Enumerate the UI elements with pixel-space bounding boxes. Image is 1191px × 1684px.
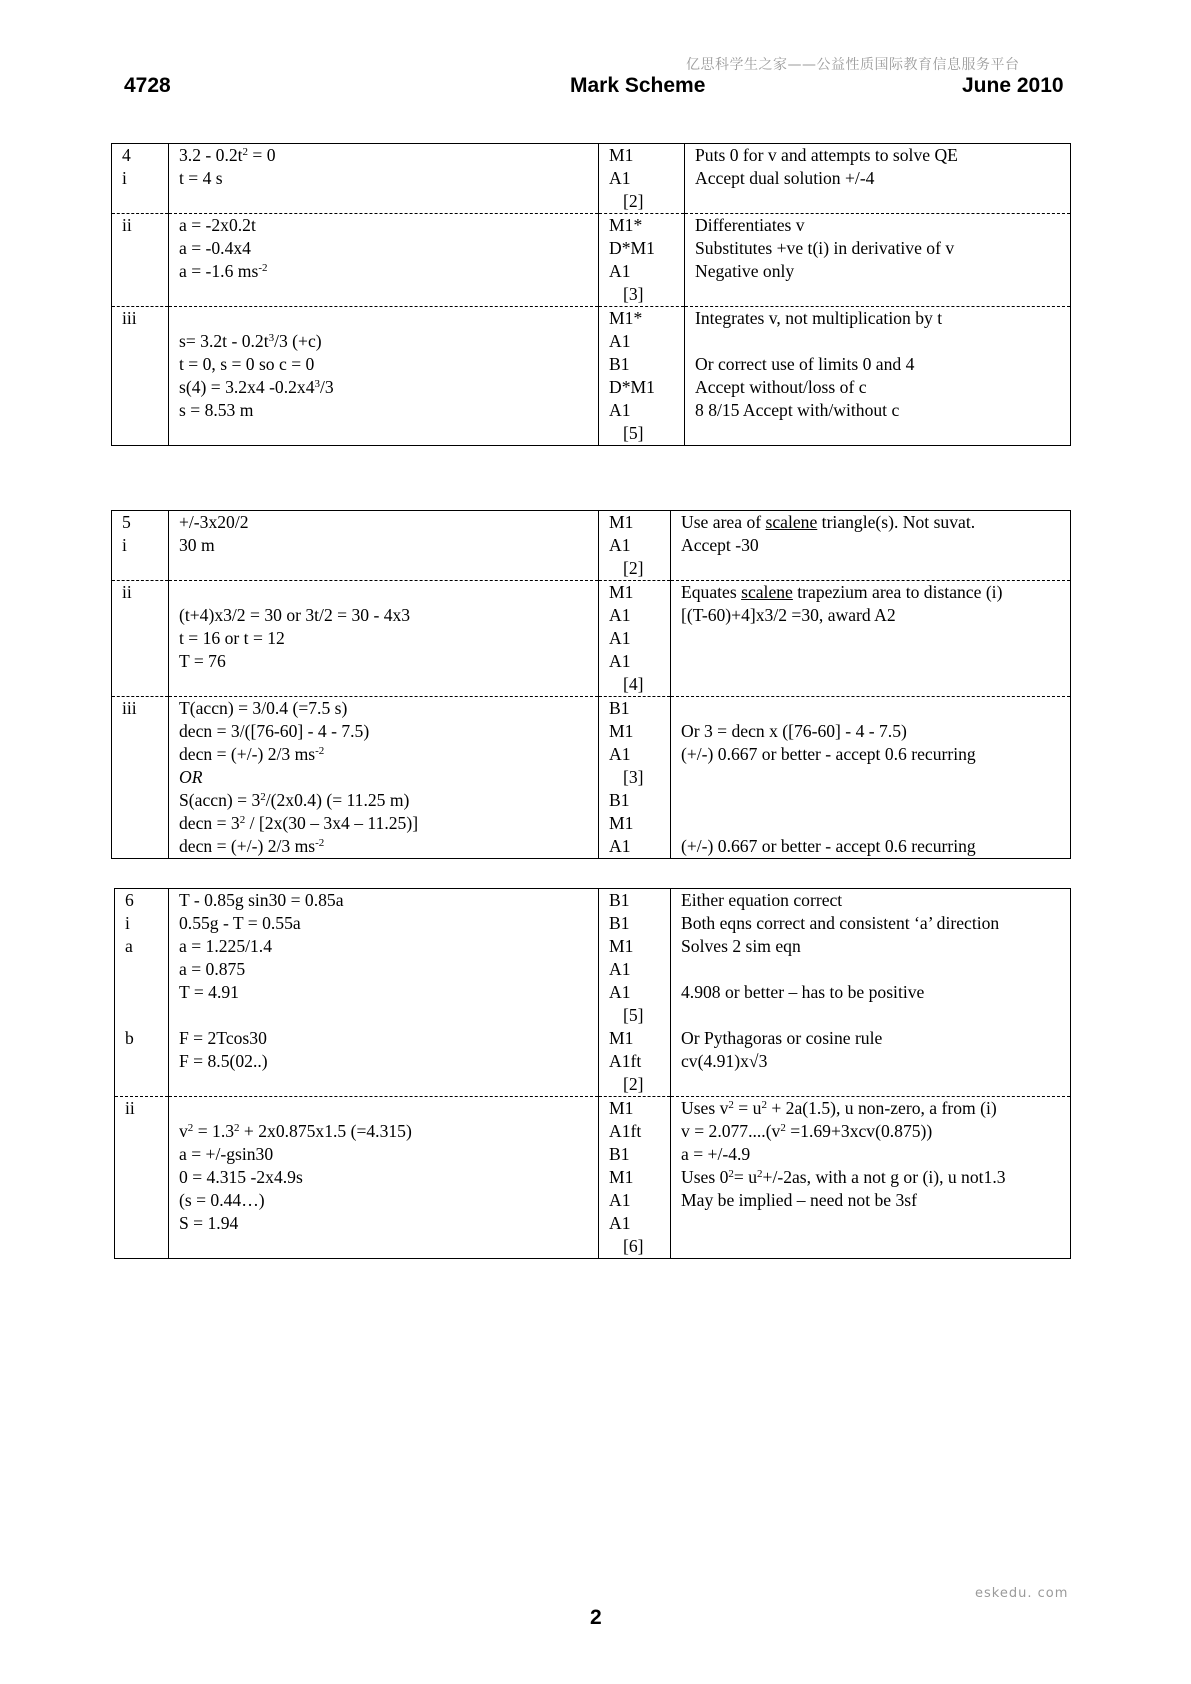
text-line: s = 8.53 m bbox=[179, 400, 254, 420]
question-label bbox=[125, 958, 168, 981]
text-line: a = -1.6 $ms^{-2}$ bbox=[179, 261, 268, 281]
marks bbox=[599, 511, 671, 581]
text-line: t = 0, s = 0 so c = 0 bbox=[179, 354, 315, 374]
text-line: Uses $v^2 = u^2 + 2a(1.5)$, u non-zero, a from (i) bbox=[681, 1098, 997, 1118]
text-line bbox=[695, 330, 1070, 353]
mark-total: [3] bbox=[623, 284, 644, 304]
text-line: Equates scalene trapezium area to distance (i) bbox=[681, 582, 1003, 602]
text-line: T = 76 bbox=[179, 651, 226, 671]
working bbox=[169, 511, 599, 581]
mark-code: M1 bbox=[609, 936, 634, 956]
q4-part-i bbox=[112, 144, 1071, 214]
text-line bbox=[681, 958, 1070, 981]
mark-code: A1 bbox=[609, 261, 631, 281]
text-line: Solves 2 sim eqn bbox=[681, 936, 801, 956]
mark-code: M1 bbox=[609, 721, 634, 741]
text-line: s(4) = 3.2x4 $-0.2x4^3/3$ bbox=[179, 377, 334, 397]
mark-code: D*M1 bbox=[609, 238, 655, 258]
marks bbox=[599, 307, 685, 446]
question-label: iii bbox=[122, 698, 137, 718]
question-label: a bbox=[125, 936, 133, 956]
mark-code: A1ft bbox=[609, 1051, 642, 1071]
mark-code: A1 bbox=[609, 628, 631, 648]
mark-code: B1 bbox=[609, 790, 630, 810]
text-line: $3.2 - 0.2t^2 = 0$ bbox=[179, 145, 276, 165]
text-line bbox=[179, 1097, 598, 1120]
question-number bbox=[112, 581, 169, 697]
question-number bbox=[112, 144, 169, 214]
question-label: ii bbox=[125, 1098, 135, 1118]
text-line: decn = 3/([76-60] - 4 - 7.5) bbox=[179, 721, 370, 741]
question-label: ii bbox=[122, 582, 132, 602]
text-line: $s= 3.2t - 0.2t^3/3$ (+c) bbox=[179, 331, 322, 351]
question-label: iii bbox=[122, 308, 137, 328]
text-line: cv(4.91)x√3 bbox=[681, 1051, 768, 1071]
text-line: May be implied – need not be 3sf bbox=[681, 1190, 917, 1210]
text-line bbox=[179, 581, 598, 604]
text-line: a = +/-4.9 bbox=[681, 1144, 751, 1164]
mark-code: A1 bbox=[609, 651, 631, 671]
marks bbox=[599, 581, 671, 697]
text-line: (+/-) 0.667 or better - accept 0.6 recurring bbox=[681, 836, 976, 856]
text-line: Or correct use of limits 0 and 4 bbox=[695, 354, 915, 374]
question-label bbox=[125, 1004, 168, 1027]
mark-total: [5] bbox=[623, 423, 644, 443]
marks bbox=[599, 1097, 671, 1259]
marks bbox=[599, 889, 671, 1097]
mark-code: D*M1 bbox=[609, 377, 655, 397]
question-number bbox=[115, 889, 169, 1097]
text-line: +/-3x20/2 bbox=[179, 512, 249, 532]
marks bbox=[599, 214, 685, 307]
text-line: S = 1.94 bbox=[179, 1213, 239, 1233]
guidance bbox=[685, 214, 1071, 307]
mark-total: [4] bbox=[623, 674, 644, 694]
text-line bbox=[681, 812, 1070, 835]
text-line: 30 m bbox=[179, 535, 215, 555]
text-line: $v = 2.077....(v^2 =1.69+3xcv(0.875))$ bbox=[681, 1121, 933, 1141]
mark-total: [3] bbox=[623, 767, 644, 787]
text-line: decn = $3^2 / [2x(30 - 3x4 - 11.25)]$ bbox=[179, 813, 419, 833]
text-line: S(accn) = $3^2/(2x0.4)$ (= 11.25 m) bbox=[179, 790, 410, 810]
text-line: Accept dual solution +/-4 bbox=[695, 168, 875, 188]
text-line bbox=[179, 1004, 598, 1027]
mark-code: A1 bbox=[609, 331, 631, 351]
text-line: T(accn) = 3/0.4 (=7.5 s) bbox=[179, 698, 348, 718]
text-line: decn = (+/-) 2/3 $ms^{-2}$ bbox=[179, 836, 325, 856]
marks bbox=[599, 697, 671, 859]
working bbox=[169, 307, 599, 446]
text-line: 8 8/15 Accept with/without c bbox=[695, 400, 900, 420]
text-line: F = 2Tcos30 bbox=[179, 1028, 267, 1048]
mark-code: A1 bbox=[609, 982, 631, 1002]
text-line: Or Pythagoras or cosine rule bbox=[681, 1028, 883, 1048]
text-line: Substitutes +ve t(i) in derivative of v bbox=[695, 238, 955, 258]
text-line: Differentiates v bbox=[695, 215, 805, 235]
text-line: 0 = 4.315 -2x4.9s bbox=[179, 1167, 303, 1187]
mark-total: [6] bbox=[623, 1236, 644, 1256]
text-line: Integrates v, not multiplication by t bbox=[695, 308, 943, 328]
text-line: Either equation correct bbox=[681, 890, 843, 910]
mark-code: B1 bbox=[609, 1144, 630, 1164]
q4-part-ii bbox=[112, 214, 1071, 307]
text-line bbox=[681, 789, 1070, 812]
text-line: Use area of scalene triangle(s). Not suvat. bbox=[681, 512, 976, 532]
text-line: a = 1.225/1.4 bbox=[179, 936, 272, 956]
q5-part-ii bbox=[112, 581, 1071, 697]
mark-code: M1 bbox=[609, 145, 634, 165]
text-line: a = -0.4x4 bbox=[179, 238, 251, 258]
mark-code: A1 bbox=[609, 1190, 631, 1210]
mark-code: M1* bbox=[609, 215, 643, 235]
text-line: Accept without/loss of c bbox=[695, 377, 867, 397]
guidance bbox=[671, 511, 1071, 581]
question-label: i bbox=[122, 168, 127, 188]
footer-website: eskedu. com bbox=[975, 1586, 1069, 1601]
mark-code: M1 bbox=[609, 582, 634, 602]
question-label: b bbox=[125, 1028, 134, 1048]
text-line: decn = (+/-) 2/3 $ms^{-2}$ bbox=[179, 744, 325, 764]
mark-code: B1 bbox=[609, 890, 630, 910]
guidance bbox=[671, 1097, 1071, 1259]
guidance bbox=[671, 889, 1071, 1097]
question-number bbox=[112, 214, 169, 307]
working bbox=[169, 1097, 599, 1259]
text-line: (+/-) 0.667 or better - accept 0.6 recurring bbox=[681, 744, 976, 764]
mark-code: M1 bbox=[609, 813, 634, 833]
text-line: a = 0.875 bbox=[179, 959, 246, 979]
mark-code: M1 bbox=[609, 1098, 634, 1118]
question-number bbox=[112, 511, 169, 581]
text-line: t = 16 or t = 12 bbox=[179, 628, 285, 648]
working bbox=[169, 697, 599, 859]
mark-code: M1 bbox=[609, 1167, 634, 1187]
text-line: OR bbox=[179, 767, 203, 787]
mark-code: M1 bbox=[609, 1028, 634, 1048]
working bbox=[169, 214, 599, 307]
guidance bbox=[685, 144, 1071, 214]
question-5-table bbox=[111, 510, 1071, 859]
text-line bbox=[681, 697, 1070, 720]
mark-code: A1 bbox=[609, 744, 631, 764]
document-title: Mark Scheme bbox=[570, 74, 706, 97]
marks bbox=[599, 144, 685, 214]
question-6-table bbox=[114, 888, 1071, 1259]
text-line bbox=[681, 766, 1070, 789]
mark-code: A1 bbox=[609, 605, 631, 625]
mark-code: M1* bbox=[609, 308, 643, 328]
mark-code: A1 bbox=[609, 168, 631, 188]
mark-total: [2] bbox=[623, 1074, 644, 1094]
question-label: 6 bbox=[125, 890, 134, 910]
question-label: i bbox=[125, 913, 130, 933]
text-line: a = -2x0.2t bbox=[179, 215, 256, 235]
working bbox=[169, 581, 599, 697]
mark-code: M1 bbox=[609, 512, 634, 532]
text-line: Accept -30 bbox=[681, 535, 759, 555]
text-line: a = +/-gsin30 bbox=[179, 1144, 274, 1164]
mark-total: [2] bbox=[623, 558, 644, 578]
mark-code: A1ft bbox=[609, 1121, 642, 1141]
text-line: 4.908 or better – has to be positive bbox=[681, 982, 925, 1002]
mark-code: B1 bbox=[609, 913, 630, 933]
guidance bbox=[671, 697, 1071, 859]
text-line: F = 8.5(02..) bbox=[179, 1051, 268, 1071]
text-line bbox=[179, 307, 598, 330]
question-label: 4 bbox=[122, 145, 131, 165]
mark-code: B1 bbox=[609, 698, 630, 718]
text-line: t = 4 s bbox=[179, 168, 223, 188]
mark-code: B1 bbox=[609, 354, 630, 374]
text-line: $v^2 = 1.3^2 + 2x0.875x1.5$ (=4.315) bbox=[179, 1121, 412, 1141]
question-4-table bbox=[111, 143, 1071, 446]
text-line: [(T-60)+4]x3/2 =30, award A2 bbox=[681, 605, 896, 625]
text-line: Or 3 = decn x ([76-60] - 4 - 7.5) bbox=[681, 721, 907, 741]
guidance bbox=[685, 307, 1071, 446]
question-label: i bbox=[122, 535, 127, 555]
text-line: Both eqns correct and consistent ‘a’ direction bbox=[681, 913, 1000, 933]
text-line: (t+4)x3/2 = 30 or 3t/2 = 30 - 4x3 bbox=[179, 605, 411, 625]
q6-part-ii bbox=[115, 1097, 1071, 1259]
text-line bbox=[681, 1004, 1070, 1027]
q5-part-iii bbox=[112, 697, 1071, 859]
text-line: Puts 0 for v and attempts to solve QE bbox=[695, 145, 958, 165]
exam-session: June 2010 bbox=[962, 74, 1064, 97]
q6-part-i bbox=[115, 889, 1071, 1097]
working bbox=[169, 889, 599, 1097]
text-line: T - 0.85g sin30 = 0.85a bbox=[179, 890, 344, 910]
q4-part-iii bbox=[112, 307, 1071, 446]
watermark-text: 亿思科学生之家——公益性质国际教育信息服务平台 bbox=[686, 57, 1020, 73]
text-line: Uses $0^2= u^2+/-2as$, with a not g or (i), u not1.3 bbox=[681, 1167, 1006, 1187]
mark-code: A1 bbox=[609, 535, 631, 555]
mark-code: A1 bbox=[609, 959, 631, 979]
mark-code: A1 bbox=[609, 1213, 631, 1233]
guidance bbox=[671, 581, 1071, 697]
q5-part-i bbox=[112, 511, 1071, 581]
question-label: ii bbox=[122, 215, 132, 235]
mark-code: A1 bbox=[609, 836, 631, 856]
text-line: 0.55g - T = 0.55a bbox=[179, 913, 301, 933]
text-line: (s = 0.44…) bbox=[179, 1190, 265, 1210]
question-number bbox=[112, 697, 169, 859]
paper-code: 4728 bbox=[124, 74, 171, 97]
question-number bbox=[115, 1097, 169, 1259]
question-number bbox=[112, 307, 169, 446]
question-label bbox=[125, 981, 168, 1004]
working bbox=[169, 144, 599, 214]
mark-total: [5] bbox=[623, 1005, 644, 1025]
mark-total: [2] bbox=[623, 191, 644, 211]
mark-code: A1 bbox=[609, 400, 631, 420]
text-line: T = 4.91 bbox=[179, 982, 239, 1002]
text-line: Negative only bbox=[695, 261, 795, 281]
page-number: 2 bbox=[590, 1606, 602, 1629]
question-label: 5 bbox=[122, 512, 131, 532]
